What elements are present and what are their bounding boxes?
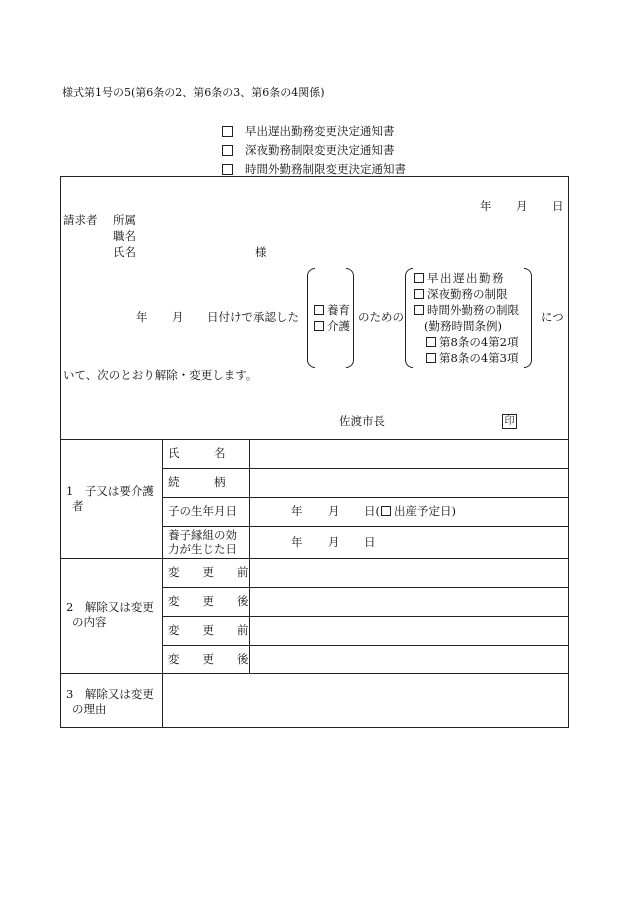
adoption-label-cont: 力が生じた日 [168, 542, 237, 556]
checkbox-icon [426, 337, 436, 347]
adoption-day: 日 [364, 535, 376, 549]
approval-month: 月 [172, 310, 184, 324]
birthdate-label: 子の生年月日 [168, 504, 237, 518]
sub-option-para2[interactable]: 第8条の4第2項 [426, 336, 518, 350]
section2-label: 2 解除又は変更 [66, 600, 154, 614]
after-change-label: 変 更 後 [168, 652, 249, 666]
section1-label-cont: 者 [72, 499, 84, 513]
divider [60, 558, 569, 559]
duty-note: (勤務時間条例) [424, 319, 502, 333]
checkbox-icon [414, 273, 424, 283]
issuer-title: 佐渡市長 [339, 414, 385, 428]
duty-option-night[interactable]: 深夜勤務の制限 [414, 288, 508, 302]
child-name-label: 氏 名 [168, 446, 226, 460]
checkbox-icon [414, 305, 424, 315]
right-bracket [346, 268, 354, 368]
divider [60, 673, 569, 674]
title-option[interactable]: 深夜勤務制限変更決定通知書 [222, 141, 406, 160]
checkbox-icon [222, 164, 233, 175]
approval-year: 年 [136, 310, 148, 324]
left-bracket [307, 268, 315, 368]
checkbox-icon [414, 289, 424, 299]
sentence-trail: につ [541, 310, 564, 324]
divider [162, 468, 569, 469]
left-bracket [405, 268, 413, 368]
checkbox-icon [222, 126, 233, 137]
before-change-label: 変 更 前 [168, 623, 249, 637]
column-divider [249, 439, 250, 673]
date-year-label: 年 [480, 199, 492, 213]
section1-label: 1 子又は要介護 [66, 484, 154, 498]
purpose-option-nursing[interactable]: 介護 [314, 320, 350, 334]
adoption-month: 月 [328, 535, 340, 549]
honorific: 様 [255, 245, 267, 259]
date-month-label: 月 [516, 199, 528, 213]
section3-label-cont: の理由 [72, 702, 107, 716]
notice-title-options [222, 122, 406, 179]
duty-option-early-late[interactable]: 早出遅出勤務 [414, 272, 505, 286]
name-label: 氏名 [113, 245, 136, 259]
approval-dated-text: 日付けで承認した [207, 310, 299, 324]
title-option[interactable]: 時間外勤務制限変更決定通知書 [222, 160, 406, 179]
affiliation-label: 所属 [113, 213, 136, 227]
before-change-label: 変 更 前 [168, 565, 249, 579]
birth-year: 年 [291, 504, 303, 518]
checkbox-icon [314, 305, 324, 315]
due-date-option[interactable]: 出産予定日) [381, 505, 456, 519]
sentence-line2: いて、次のとおり解除・変更します。 [63, 368, 258, 382]
divider [162, 645, 569, 646]
position-label: 職名 [113, 229, 136, 243]
form-number: 様式第1号の5(第6条の2、第6条の3、第6条の4関係) [62, 86, 325, 99]
checkbox-icon [426, 353, 436, 363]
title-option[interactable]: 早出遅出勤務変更決定通知書 [222, 122, 406, 141]
adoption-year: 年 [291, 535, 303, 549]
column-divider [162, 439, 163, 728]
divider [162, 616, 569, 617]
duty-option-overtime[interactable]: 時間外勤務の制限 [414, 304, 519, 318]
date-day-label: 日 [552, 199, 564, 213]
divider [162, 587, 569, 588]
checkbox-icon [381, 506, 391, 516]
divider [60, 439, 569, 440]
checkbox-icon [314, 321, 324, 331]
birth-month: 月 [328, 504, 340, 518]
section2-label-cont: の内容 [72, 615, 107, 629]
seal-mark: 印 [502, 414, 517, 429]
purpose-option-childcare[interactable]: 養育 [314, 304, 350, 318]
checkbox-icon [222, 145, 233, 156]
relation-label: 続 柄 [168, 475, 226, 489]
after-change-label: 変 更 後 [168, 594, 249, 608]
section3-label: 3 解除又は変更 [66, 687, 154, 701]
for-text: のための [358, 310, 404, 324]
right-bracket [524, 268, 532, 368]
birth-day: 日( [364, 504, 380, 518]
sub-option-para3[interactable]: 第8条の4第3項 [426, 352, 518, 366]
requester-label: 請求者 [63, 213, 98, 227]
divider [162, 497, 569, 498]
divider [162, 526, 569, 527]
adoption-label: 養子縁組の効 [168, 528, 237, 542]
